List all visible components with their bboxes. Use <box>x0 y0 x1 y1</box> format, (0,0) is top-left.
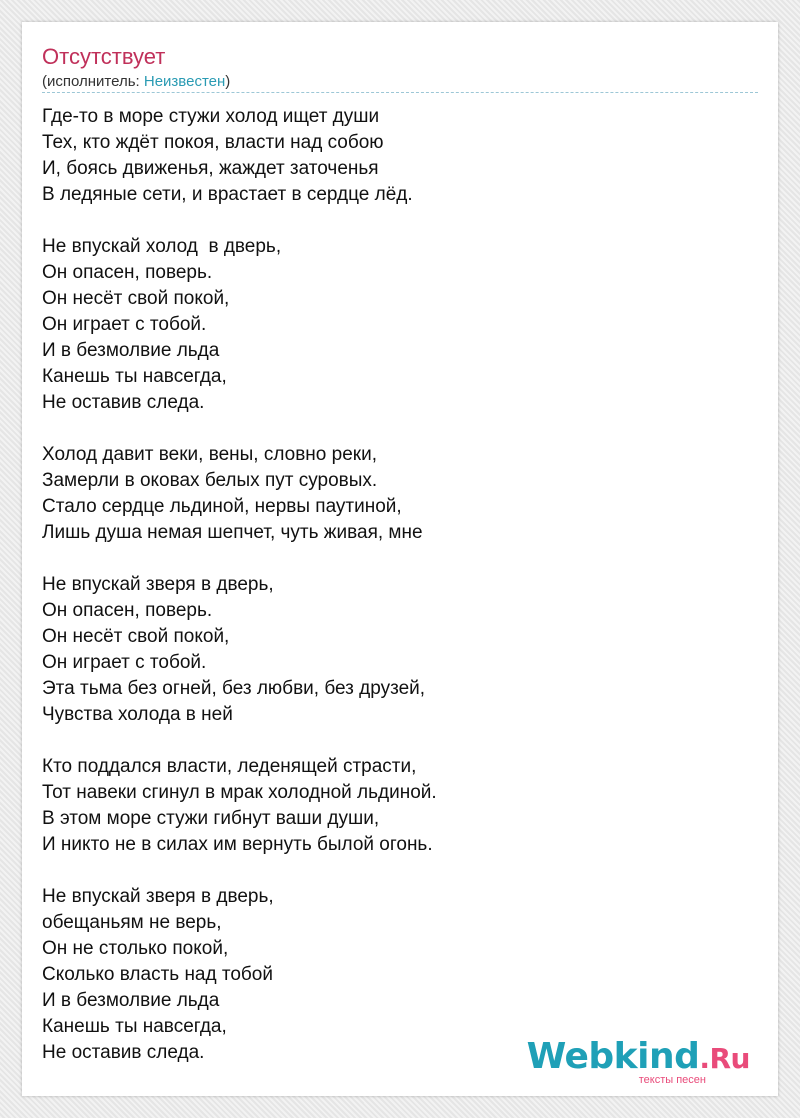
lyric-line: Не впускай зверя в дверь, <box>42 574 274 595</box>
logo-wordmark <box>527 1038 750 1078</box>
lyric-line: И, боясь движенья, жаждет заточенья <box>42 158 379 179</box>
artist-suffix: ) <box>225 73 231 90</box>
lyric-line: Тот навеки сгинул в мрак холодной льдиной. <box>42 782 437 803</box>
logo-brand-tld: .Ru <box>699 1042 750 1075</box>
lyric-line: Кто поддался власти, леденящей страсти, <box>42 756 417 777</box>
lyric-line: Он играет с тобой. <box>42 652 207 673</box>
lyric-line: Тех, кто ждёт покоя, власти над собою <box>42 132 384 153</box>
logo-tagline: тексты песен <box>638 1074 706 1086</box>
stanza <box>42 754 742 858</box>
artist-link[interactable]: Неизвестен <box>143 73 226 90</box>
lyric-line: Замерли в оковах белых пут суровых. <box>42 470 378 491</box>
lyrics-card <box>22 22 778 1096</box>
lyric-line: Он опасен, поверь. <box>42 262 213 283</box>
lyric-line: обещаньям не верь, <box>42 912 222 933</box>
lyric-line: Чувства холода в ней <box>42 704 233 725</box>
lyric-line: Сколько власть над тобой <box>42 964 273 985</box>
stanza <box>42 442 742 546</box>
lyric-line: Канешь ты навсегда, <box>42 1016 227 1037</box>
lyric-line: Эта тьма без огней, без любви, без друзей, <box>42 678 426 699</box>
lyric-line: Не оставив следа. <box>42 1042 205 1063</box>
stanza <box>42 234 742 416</box>
stanza <box>42 104 742 208</box>
lyric-line: Он не столько покой, <box>42 938 229 959</box>
lyric-line: Холод давит веки, вены, словно реки, <box>42 444 377 465</box>
lyric-line: Он опасен, поверь. <box>42 600 213 621</box>
stanza <box>42 572 742 728</box>
site-logo[interactable] <box>526 1036 750 1086</box>
artist-prefix: (исполнитель: <box>42 73 144 90</box>
lyric-line: Он играет с тобой. <box>42 314 207 335</box>
song-title: Отсутствует <box>42 44 166 69</box>
lyric-line: В ледяные сети, и врастает в сердце лёд. <box>42 184 413 205</box>
divider <box>42 92 758 93</box>
lyric-line: Канешь ты навсегда, <box>42 366 227 387</box>
lyric-line: Где-то в море стужи холод ищет души <box>42 106 380 127</box>
lyric-line: Он несёт свой покой, <box>42 626 230 647</box>
lyric-line: Он несёт свой покой, <box>42 288 230 309</box>
artist-line <box>42 72 230 92</box>
lyric-line: Стало сердце льдиной, нервы паутиной, <box>42 496 402 517</box>
lyric-line: И в безмолвие льда <box>42 340 220 361</box>
lyric-line: Не впускай холод в дверь, <box>42 236 282 257</box>
lyric-line: В этом море стужи гибнут ваши души, <box>42 808 380 829</box>
lyric-line: Не оставив следа. <box>42 392 205 413</box>
lyric-line: И никто не в силах им вернуть былой огонь. <box>42 834 433 855</box>
logo-brand-main: Webkind <box>526 1036 700 1077</box>
lyric-line: Лишь душа немая шепчет, чуть живая, мне <box>42 522 423 543</box>
lyric-line: Не впускай зверя в дверь, <box>42 886 274 907</box>
lyrics-body <box>42 104 742 1092</box>
lyric-line: И в безмолвие льда <box>42 990 220 1011</box>
